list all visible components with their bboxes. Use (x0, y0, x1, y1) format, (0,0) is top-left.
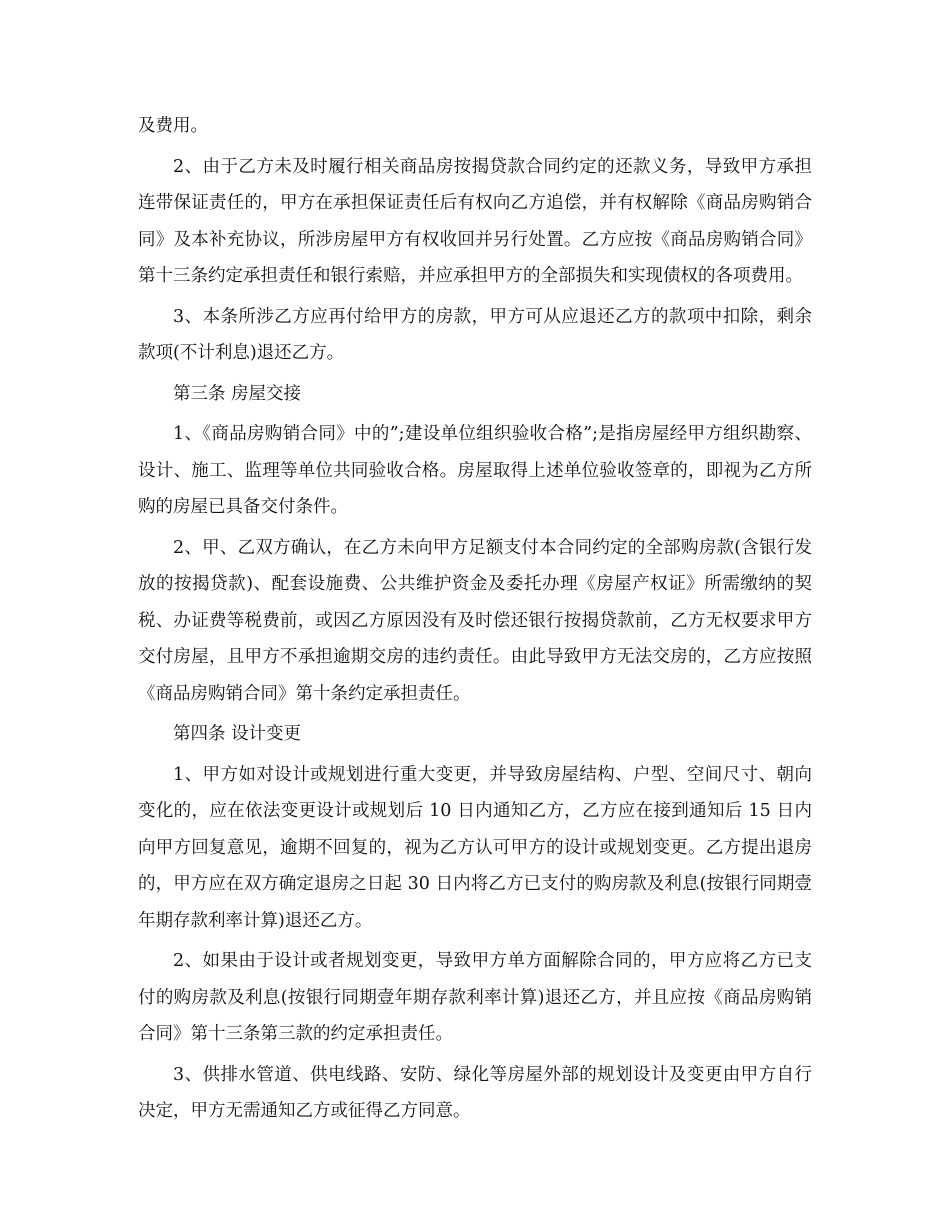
paragraph: 2、由于乙方未及时履行相关商品房按揭贷款合同约定的还款义务，导致甲方承担连带保证责任的，甲方在承担保证责任后有权向乙方追偿，并有权解除《商品房购销合同》及本补充协议，所涉房屋甲方有权收回并另行处置。乙方应按《商品房购销合同》第十三条约定承担责任和银行索赔，并应承担甲方的全部损失和实现债权的各项费用。 (138, 156, 812, 286)
paragraph: 及费用。 (138, 116, 208, 136)
paragraph: 2、如果由于设计或者规划变更，导致甲方单方面解除合同的，甲方应将乙方已支付的购房款及利息(按银行同期壹年期存款利率计算)退还乙方，并且应按《商品房购销合同》第十三条第三款的约定承担责任。 (138, 951, 812, 1044)
paragraph: 1、《商品房购销合同》中的”;建设单位组织验收合格”;是指房屋经甲方组织勘察、设计、施工、监理等单位共同验收合格。房屋取得上述单位验收签章的，即视为乙方所购的房屋已具备交付条件。 (138, 424, 812, 517)
paragraph: 3、本条所涉乙方应再付给甲方的房款，甲方可从应退还乙方的款项中扣除，剩余款项(不计利息)退还乙方。 (138, 306, 812, 363)
section-heading: 第三条 房屋交接 (173, 383, 302, 404)
paragraph: 2、甲、乙双方确认，在乙方未向甲方足额支付本合同约定的全部购房款(含银行发放的按揭贷款)、配套设施费、公共维护资金及委托办理《房屋产权证》所需缴纳的契税、办证费等税费前，或因乙方原因没有及时偿还银行按揭贷款前，乙方无权要求甲方交付房屋，且甲方不承担逾期交房的违约责任。由此导致甲方无法交房的，乙方应按照《商品房购销合同》第十条约定承担责任。 (138, 537, 812, 704)
paragraph: 3、供排水管道、供电线路、安防、绿化等房屋外部的规划设计及变更由甲方自行决定，甲方无需通知乙方或征得乙方同意。 (138, 1064, 812, 1121)
section-heading: 第四条 设计变更 (173, 724, 302, 744)
paragraph: 1、甲方如对设计或规划进行重大变更，并导致房屋结构、户型、空间尺寸、朝向变化的，应在依法变更设计或规划后 10 日内通知乙方，乙方应在接到通知后 15 日内向甲方回复意见，逾期不回复的，视为乙方认可甲方的设计或规划变更。乙方提出退房的，甲方应在双方确定退房之日起 30 日内将乙方已支付的购房款及利息(按银行同期壹年期存款利率计算)退还乙方。 (138, 764, 812, 931)
